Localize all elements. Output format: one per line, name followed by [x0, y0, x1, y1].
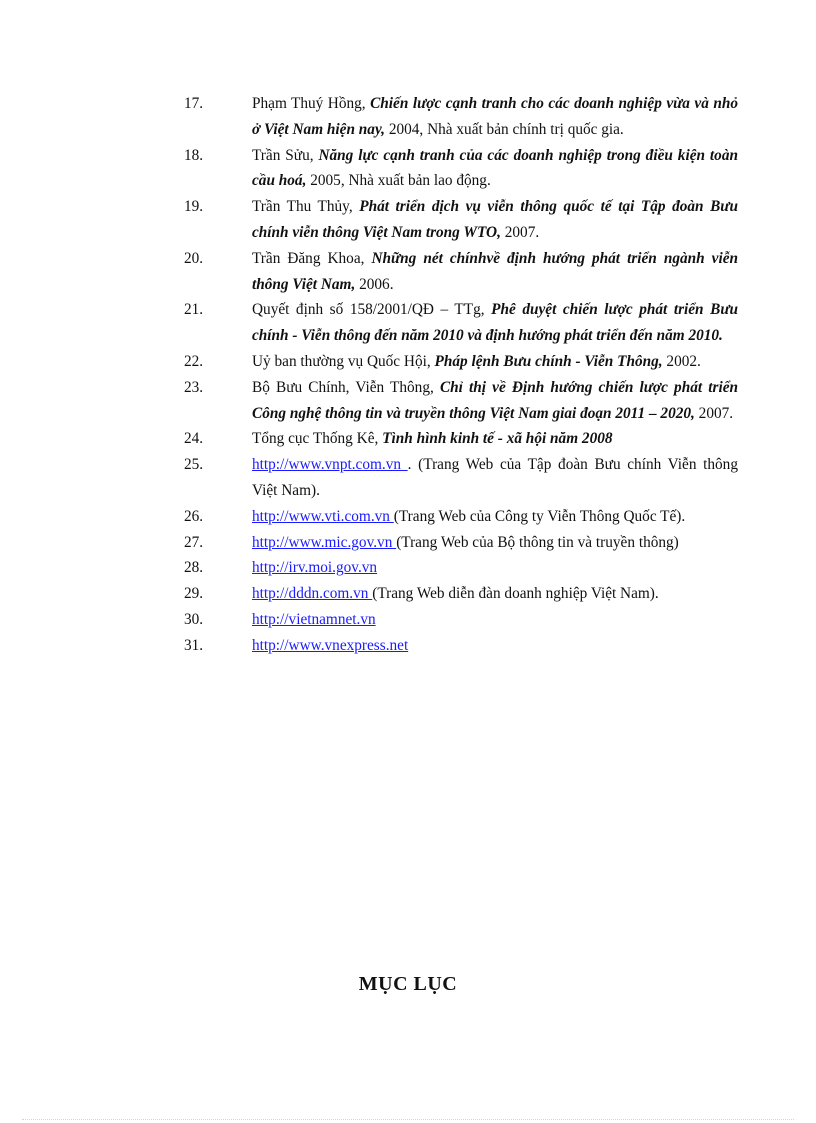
- reference-title: Pháp lệnh Bưu chính - Viễn Thông,: [434, 352, 663, 370]
- reference-number: 18.: [184, 146, 204, 164]
- reference-title: Phát triển dịch vụ viễn thông quốc tế tại Tập đoàn Bưu chính viễn thông Việt Nam trong WTO,: [252, 198, 738, 241]
- reference-author: Trần Sửu,: [252, 146, 319, 164]
- reference-title: Phê duyệt chiến lược phát triển Bưu chính - Viễn thông đến năm 2010 và định hướng phát triển đến năm 2010.: [252, 301, 738, 345]
- web-reference-item: [0, 504, 738, 530]
- reference-number: 31.: [184, 636, 204, 654]
- reference-number: 28.: [184, 559, 204, 577]
- reference-item: [0, 375, 738, 427]
- reference-title: Những nét chínhvề định hướng phát triển ngành viễn thông Việt Nam,: [252, 249, 738, 293]
- reference-number: 21.: [184, 301, 204, 319]
- reference-number: 19.: [184, 198, 204, 216]
- reference-number: 30.: [184, 610, 204, 628]
- reference-link-description: (Trang Web của Công ty Viễn Thông Quốc Tế).: [393, 507, 686, 525]
- reference-number: 24.: [184, 430, 204, 448]
- reference-item: [0, 349, 738, 375]
- reference-title: Chiến lược cạnh tranh cho các doanh nghiệp vừa và nhỏ ở Việt Nam hiện nay,: [252, 95, 738, 138]
- reference-title: Tình hình kinh tế - xã hội năm 2008: [382, 430, 613, 448]
- page-bottom-divider: [22, 1119, 794, 1120]
- reference-list: [0, 91, 816, 659]
- reference-detail: 2006.: [355, 275, 394, 293]
- reference-author: Trần Thu Thủy,: [252, 198, 360, 216]
- reference-detail: 2007.: [500, 223, 540, 241]
- reference-number: 17.: [184, 95, 204, 112]
- reference-detail: 2002.: [662, 352, 701, 370]
- reference-detail: 2004, Nhà xuất bản chính trị quốc gia.: [385, 120, 624, 138]
- reference-link[interactable]: http://irv.moi.gov.vn: [252, 559, 378, 577]
- reference-author: Tổng cục Thống Kê,: [252, 430, 383, 448]
- reference-link[interactable]: http://www.vnpt.com.vn: [252, 456, 408, 474]
- reference-item: [0, 194, 738, 246]
- reference-link[interactable]: http://dddn.com.vn: [252, 585, 373, 603]
- section-heading: MỤC LỤC: [358, 973, 458, 995]
- reference-author: Quyết định số 158/2001/QĐ – TTg,: [252, 301, 492, 319]
- reference-author: Trần Đăng Khoa,: [252, 249, 372, 267]
- reference-title: Chỉ thị về Định hướng chiến lược phát triển Công nghệ thông tin và truyền thông Việt Nam giai đoạn 2011 – 2020,: [252, 378, 738, 422]
- web-reference-item: [0, 581, 738, 607]
- reference-number: 27.: [184, 533, 204, 551]
- reference-number: 23.: [184, 378, 204, 396]
- reference-item: [0, 91, 738, 143]
- reference-author: Bộ Bưu Chính, Viễn Thông,: [252, 378, 440, 396]
- reference-detail: 2005, Nhà xuất bản lao động.: [306, 172, 491, 190]
- reference-author: Phạm Thuý Hồng,: [252, 95, 371, 112]
- reference-link[interactable]: http://vietnamnet.vn: [252, 610, 376, 628]
- reference-number: 26.: [184, 507, 204, 525]
- reference-link[interactable]: http://www.mic.gov.vn: [252, 533, 397, 551]
- reference-link-description: . (Trang Web của Tập đoàn Bưu chính Viễn thông Việt Nam).: [252, 456, 738, 499]
- reference-author: Uỷ ban thường vụ Quốc Hội,: [252, 352, 435, 370]
- reference-detail: 2007.: [694, 404, 734, 422]
- reference-link[interactable]: http://www.vti.com.vn: [252, 507, 394, 525]
- reference-link-description: (Trang Web diễn đàn doanh nghiệp Việt Nam).: [372, 585, 659, 603]
- web-reference-item: [0, 633, 738, 659]
- reference-item: [0, 426, 738, 452]
- reference-title: Năng lực cạnh tranh của các doanh nghiệp trong điều kiện toàn cầu hoá,: [252, 146, 738, 190]
- web-reference-item: [0, 607, 738, 633]
- web-reference-item: [0, 555, 738, 581]
- reference-link-description: (Trang Web của Bộ thông tin và truyền thông): [396, 533, 679, 551]
- web-reference-item: [0, 452, 738, 504]
- reference-item: [0, 297, 738, 349]
- reference-number: 20.: [184, 249, 204, 267]
- reference-number: 29.: [184, 585, 204, 603]
- web-reference-item: [0, 530, 738, 556]
- reference-number: 25.: [184, 456, 204, 474]
- reference-item: [0, 246, 738, 298]
- reference-link[interactable]: http://www.vnexpress.net: [252, 636, 409, 654]
- reference-number: 22.: [184, 352, 204, 370]
- reference-item: [0, 143, 738, 195]
